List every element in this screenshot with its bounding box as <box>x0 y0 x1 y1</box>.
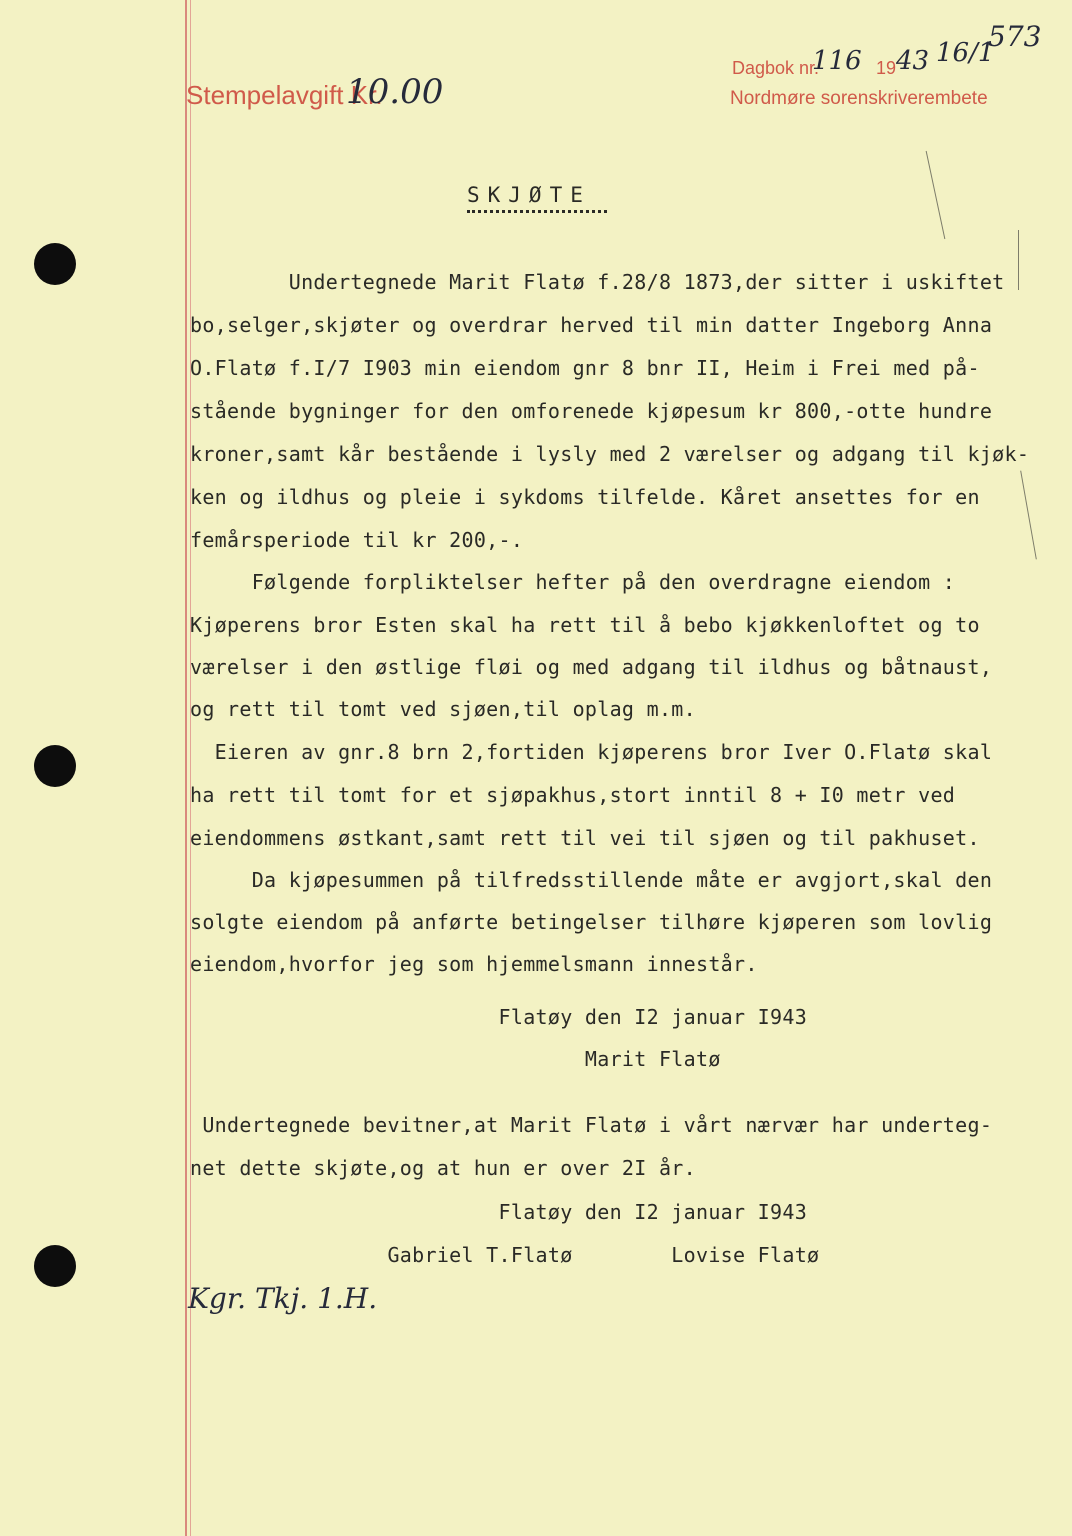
journal-date: 16/1 <box>936 38 995 68</box>
journal-number-label: Dagbok nr. <box>732 58 820 78</box>
text-line: bo,selger,skjøter og overdrar herved til min datter Ingeborg Anna <box>190 313 993 337</box>
journal-year-suffix: 43 <box>896 46 930 76</box>
text-line: femårsperiode til kr 200,-. <box>190 528 524 552</box>
title-underline <box>467 210 607 213</box>
text-line: O.Flatø f.I/7 I903 min eiendom gnr 8 bnr II, Heim i Frei med på- <box>190 356 980 380</box>
punch-hole-bottom <box>34 1245 76 1287</box>
text-line: kroner,samt kår bestående i lysly med 2 værelser og adgang til kjøk- <box>190 442 1030 466</box>
text-line: eiendom,hvorfor jeg som hjemmelsmann innestår. <box>190 952 758 976</box>
text-line: Undertegnede bevitner,at Marit Flatø i vårt nærvær har underteg- <box>190 1113 993 1137</box>
text-line: stående bygninger for den omforenede kjøpesum kr 800,-otte hundre <box>190 399 993 423</box>
text-line: ha rett til tomt for et sjøpakhus,stort inntil 8 + I0 metr ved <box>190 783 956 807</box>
journal-number: 116 <box>812 46 862 76</box>
text-line: Da kjøpesummen på tilfredsstillende måte er avgjort,skal den <box>190 868 993 892</box>
pencil-mark <box>926 151 946 239</box>
text-line: Følgende forpliktelser hefter på den overdragne eiendom : <box>190 570 956 594</box>
text-line: Marit Flatø <box>190 1047 721 1071</box>
punch-hole-top <box>34 243 76 285</box>
margin-rule <box>185 0 187 1536</box>
text-line: Gabriel T.Flatø Lovise Flatø <box>190 1243 820 1267</box>
text-line: net dette skjøte,og at hun er over 2I år. <box>190 1156 696 1180</box>
pencil-mark <box>1020 471 1037 560</box>
text-line: Eieren av gnr.8 brn 2,fortiden kjøperens bror Iver O.Flatø skal <box>190 740 993 764</box>
text-line: Kjøperens bror Esten skal ha rett til å bebo kjøkkenloftet og to <box>190 613 980 637</box>
court-office-stamp: Nordmøre sorenskriverembete <box>730 88 988 109</box>
stamp-duty-label: Stempelavgift Kr. <box>186 80 383 110</box>
stamp-duty-value: 10.00 <box>346 72 444 112</box>
punch-hole-middle <box>34 745 76 787</box>
pencil-mark <box>1018 230 1019 290</box>
text-line: solgte eiendom på anførte betingelser tilhøre kjøperen som lovlig <box>190 910 993 934</box>
journal-year-prefix: 19 <box>876 58 897 78</box>
text-line: Undertegnede Marit Flatø f.28/8 1873,der sitter i uskiftet <box>190 270 1005 294</box>
text-line: Flatøy den I2 januar I943 <box>190 1200 808 1224</box>
clerk-signature: Kgr. Tkj. 1.H. <box>188 1282 378 1315</box>
text-line: og rett til tomt ved sjøen,til oplag m.m. <box>190 697 696 721</box>
text-line: ken og ildhus og pleie i sykdoms tilfelde. Kåret ansettes for en <box>190 485 980 509</box>
text-line: Flatøy den I2 januar I943 <box>190 1005 808 1029</box>
text-line: eiendommens østkant,samt rett til vei til sjøen og til pakhuset. <box>190 826 980 850</box>
page-number: 573 <box>988 20 1042 53</box>
text-line: værelser i den østlige fløi og med adgang til ildhus og båtnaust, <box>190 655 993 679</box>
document-title: SKJØTE <box>467 183 591 207</box>
